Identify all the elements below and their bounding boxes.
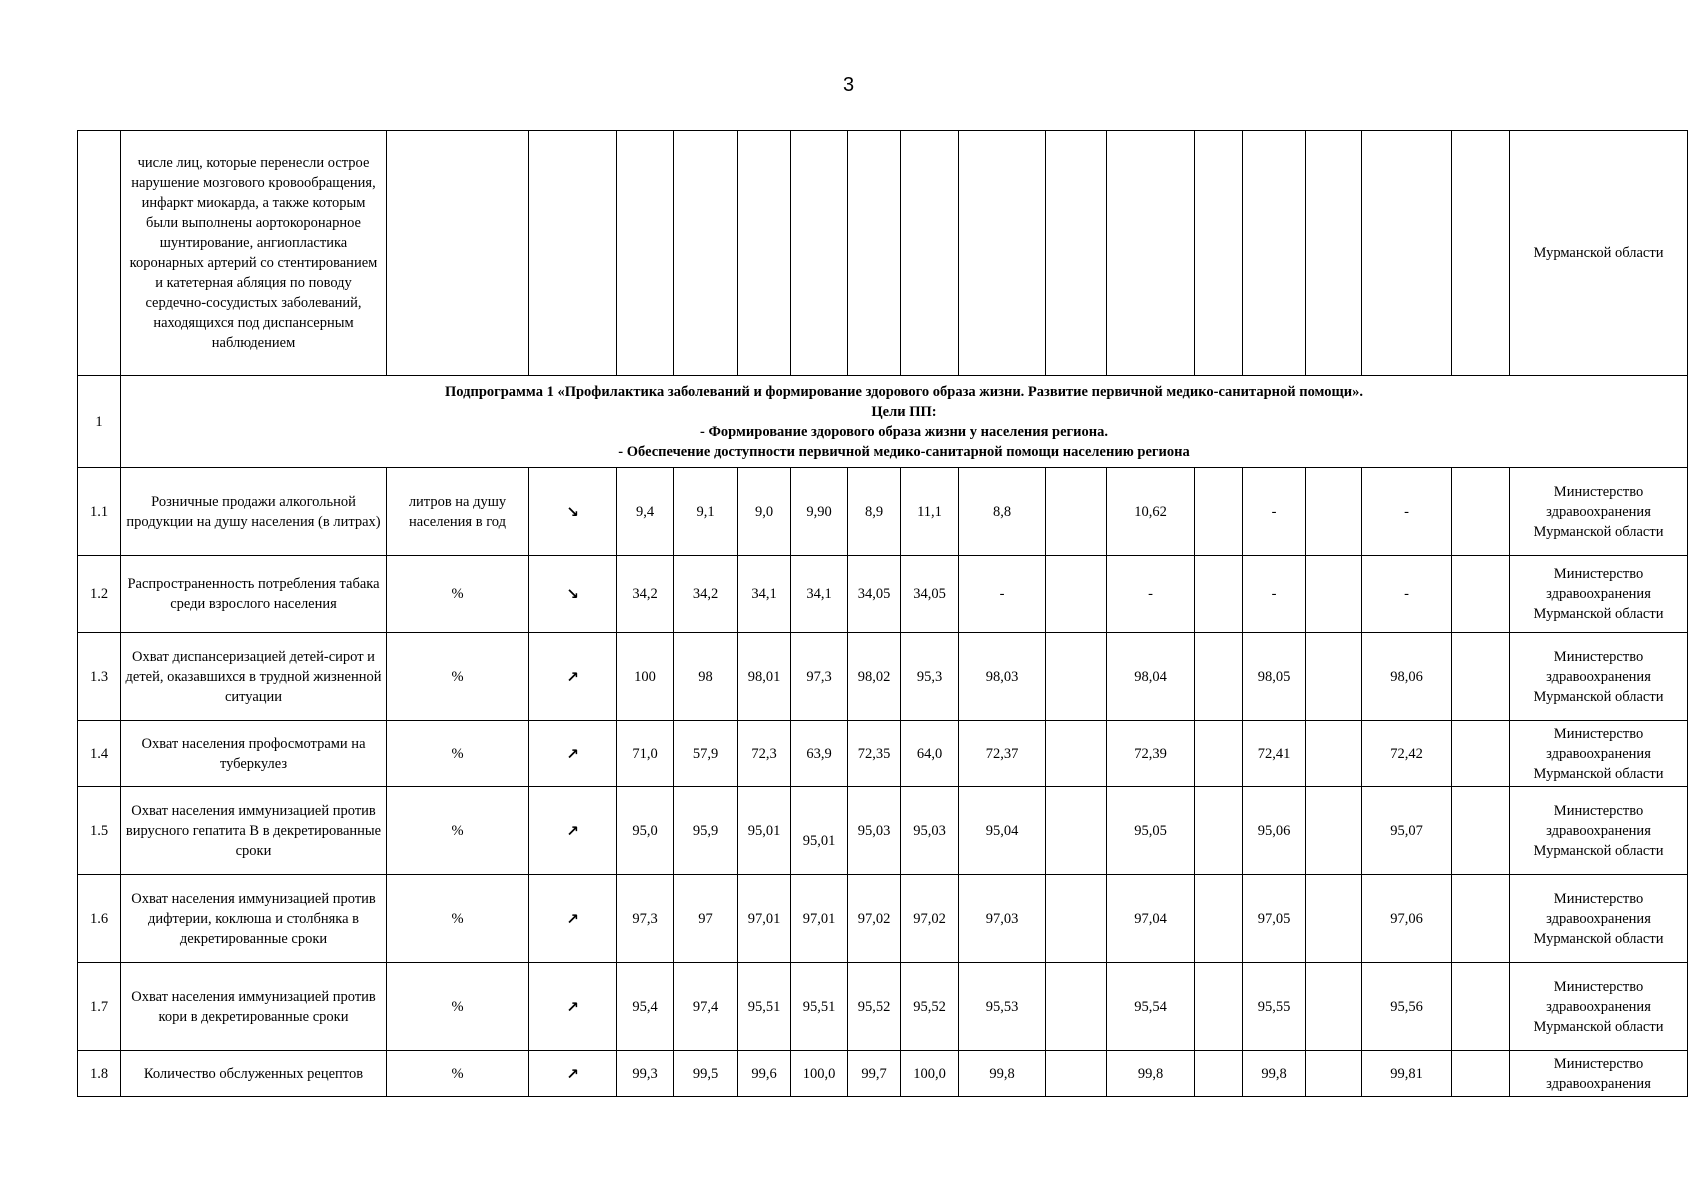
table-row: [78, 633, 1688, 721]
value-cell: [1046, 1051, 1107, 1097]
value-cell: 98,06: [1362, 633, 1452, 721]
trend-down-arrow-icon: ↘: [529, 556, 617, 633]
value-cell: 72,39: [1107, 721, 1195, 787]
value-cell: 95,06: [1243, 787, 1306, 875]
value-cell: [1452, 1051, 1510, 1097]
unit-of-measure: %: [387, 721, 529, 787]
value-cell: [1046, 875, 1107, 963]
value-cell: -: [959, 556, 1046, 633]
value-cell: 95,51: [791, 963, 848, 1051]
value-cell: 72,37: [959, 721, 1046, 787]
unit-of-measure: литров на душу населения в год: [387, 468, 529, 556]
value-cell: 98,02: [848, 633, 901, 721]
responsible-executor: Министерство здравоохранения Мурманской области: [1510, 468, 1688, 556]
value-cell: 9,4: [617, 468, 674, 556]
value-cell: 99,8: [959, 1051, 1046, 1097]
value-cell: 100,0: [901, 1051, 959, 1097]
value-cell: 100: [617, 633, 674, 721]
value-cell: [1195, 875, 1243, 963]
table-row: [78, 556, 1688, 633]
value-cell: 97,04: [1107, 875, 1195, 963]
value-cell: 99,8: [1243, 1051, 1306, 1097]
indicator-name: Охват населения иммунизацией против кори в декретированные сроки: [121, 963, 387, 1051]
row-number: 1.3: [78, 633, 121, 721]
responsible-executor: Министерство здравоохранения Мурманской области: [1510, 963, 1688, 1051]
value-cell: 95,01: [738, 787, 791, 875]
value-cell: 97,01: [791, 875, 848, 963]
value-cell: 99,7: [848, 1051, 901, 1097]
value-cell: 57,9: [674, 721, 738, 787]
value-cell: 99,3: [617, 1051, 674, 1097]
value-cell: 99,5: [674, 1051, 738, 1097]
value-cell: 95,3: [901, 633, 959, 721]
value-cell: 34,05: [848, 556, 901, 633]
unit-of-measure: %: [387, 787, 529, 875]
value-cell: 95,03: [901, 787, 959, 875]
table-row: [78, 875, 1688, 963]
value-cell: [1452, 468, 1510, 556]
subprogram-row: [78, 376, 1688, 468]
value-cell: 97,02: [901, 875, 959, 963]
responsible-executor: Министерство здравоохранения Мурманской области: [1510, 787, 1688, 875]
value-cell: [1195, 1051, 1243, 1097]
responsible-executor: Министерство здравоохранения Мурманской области: [1510, 556, 1688, 633]
subprogram-goal-1: - Формирование здорового образа жизни у населения региона.: [700, 423, 1108, 440]
value-cell: 64,0: [901, 721, 959, 787]
trend-up-arrow-icon: ↗: [529, 787, 617, 875]
unit-of-measure: %: [387, 633, 529, 721]
row-number: 1.5: [78, 787, 121, 875]
row-number: 1.2: [78, 556, 121, 633]
table-row: [78, 1051, 1688, 1097]
value-cell: [1046, 787, 1107, 875]
value-cell: 98: [674, 633, 738, 721]
value-cell: 97,3: [617, 875, 674, 963]
value-cell: 95,0: [617, 787, 674, 875]
value-cell: 8,9: [848, 468, 901, 556]
responsible-executor: Министерство здравоохранения Мурманской области: [1510, 721, 1688, 787]
value-cell: [1306, 1051, 1362, 1097]
value-cell: 95,05: [1107, 787, 1195, 875]
table-row: [78, 963, 1688, 1051]
value-cell: [1306, 963, 1362, 1051]
value-cell: [1046, 963, 1107, 1051]
value-cell: [1195, 556, 1243, 633]
trend-up-arrow-icon: ↗: [529, 963, 617, 1051]
trend-up-arrow-icon: ↗: [529, 721, 617, 787]
value-cell: [1306, 875, 1362, 963]
value-cell: 10,62: [1107, 468, 1195, 556]
value-cell: 9,1: [674, 468, 738, 556]
subprogram-goal-2: - Обеспечение доступности первичной медико-санитарной помощи населению региона: [618, 443, 1190, 460]
value-cell: [1195, 721, 1243, 787]
value-cell: 72,35: [848, 721, 901, 787]
value-cell: [1046, 633, 1107, 721]
indicator-name: Охват населения иммунизацией против дифтерии, коклюша и столбняка в декретированные сроки: [121, 875, 387, 963]
value-cell: 34,2: [617, 556, 674, 633]
value-cell: [1195, 633, 1243, 721]
value-cell: 97,3: [791, 633, 848, 721]
value-cell: [1046, 721, 1107, 787]
value-cell: 34,1: [738, 556, 791, 633]
value-cell: 99,6: [738, 1051, 791, 1097]
value-cell: 98,04: [1107, 633, 1195, 721]
unit-of-measure: %: [387, 1051, 529, 1097]
unit-of-measure: %: [387, 875, 529, 963]
value-cell: 9,0: [738, 468, 791, 556]
value-cell: 72,3: [738, 721, 791, 787]
value-cell: -: [1243, 468, 1306, 556]
value-cell: [1452, 556, 1510, 633]
value-cell: [791, 787, 848, 875]
value-cell: 95,07: [1362, 787, 1452, 875]
value-cell: -: [1362, 556, 1452, 633]
value-cell: [1452, 875, 1510, 963]
subprogram-goals-label: Цели ПП:: [871, 403, 937, 420]
continuation-responsible: Мурманской области: [1510, 131, 1688, 376]
value-cell: [1452, 787, 1510, 875]
trend-down-arrow-icon: ↘: [529, 468, 617, 556]
value-cell: -: [1362, 468, 1452, 556]
value-cell: 95,04: [959, 787, 1046, 875]
trend-up-arrow-icon: ↗: [529, 875, 617, 963]
value-cell: 97,05: [1243, 875, 1306, 963]
responsible-executor: Министерство здравоохранения Мурманской области: [1510, 875, 1688, 963]
value-cell: 98,01: [738, 633, 791, 721]
value-cell: 34,2: [674, 556, 738, 633]
indicator-name: Охват диспансеризацией детей-сирот и детей, оказавшихся в трудной жизненной ситуации: [121, 633, 387, 721]
value-cell: 72,41: [1243, 721, 1306, 787]
value-cell: [1306, 556, 1362, 633]
value-cell: 95,52: [848, 963, 901, 1051]
value-cell: [1306, 721, 1362, 787]
table-row: [78, 721, 1688, 787]
value-cell: 95,54: [1107, 963, 1195, 1051]
value-cell: [1452, 963, 1510, 1051]
value-cell: -: [1243, 556, 1306, 633]
value-cell: 95,52: [901, 963, 959, 1051]
subprogram-header: [121, 376, 1688, 468]
trend-up-arrow-icon: ↗: [529, 633, 617, 721]
value-cell: [1306, 633, 1362, 721]
value-cell: 97: [674, 875, 738, 963]
value-cell: 8,8: [959, 468, 1046, 556]
page-number: 3: [842, 74, 855, 96]
value-cell: [1046, 556, 1107, 633]
table-row: [78, 787, 1688, 875]
value-cell: [1452, 721, 1510, 787]
value-cell: [1195, 787, 1243, 875]
value-cell: 95,56: [1362, 963, 1452, 1051]
value-cell: 97,02: [848, 875, 901, 963]
indicators-table: [77, 130, 1688, 1097]
value-cell: 97,06: [1362, 875, 1452, 963]
value-cell: 100,0: [791, 1051, 848, 1097]
responsible-executor: Министерство здравоохранения Мурманской области: [1510, 633, 1688, 721]
value-cell: [1046, 468, 1107, 556]
row-number: 1.6: [78, 875, 121, 963]
value-cell: [1452, 633, 1510, 721]
value-cell: 98,03: [959, 633, 1046, 721]
value-cell: 71,0: [617, 721, 674, 787]
subprogram-number: 1: [78, 376, 121, 468]
value-cell: 11,1: [901, 468, 959, 556]
value-cell: -: [1107, 556, 1195, 633]
value-cell: [1195, 963, 1243, 1051]
trend-up-arrow-icon: ↗: [529, 1051, 617, 1097]
value-cell: 97,01: [738, 875, 791, 963]
value-cell: 97,03: [959, 875, 1046, 963]
indicator-name: Розничные продажи алкогольной продукции на душу населения (в литрах): [121, 468, 387, 556]
value-cell: 95,53: [959, 963, 1046, 1051]
unit-of-measure: %: [387, 556, 529, 633]
indicator-name: Охват населения профосмотрами на туберкулез: [121, 721, 387, 787]
value-cell: 95,55: [1243, 963, 1306, 1051]
subprogram-title: Подпрограмма 1 «Профилактика заболеваний и формирование здорового образа жизни. Развитие первичной медико-санитарной помощи».: [445, 383, 1363, 400]
value-cell: [1306, 787, 1362, 875]
value-cell: [1195, 468, 1243, 556]
indicator-name: Распространенность потребления табака среди взрослого населения: [121, 556, 387, 633]
continuation-row: [78, 131, 1688, 376]
value-cell: 34,05: [901, 556, 959, 633]
continuation-indicator: числе лиц, которые перенесли острое нарушение мозгового кровообращения, инфаркт миокарда, а также которым были выполнены аортокоронарное шунтирование, ангиопластика коронарных артерий со стентированием и катетерная абляция по поводу сердечно-сосудистых заболеваний, находящихся под диспансерным наблюдением: [121, 131, 387, 376]
value-cell: 9,90: [791, 468, 848, 556]
value-text: 95,01: [802, 832, 836, 849]
value-cell: 95,03: [848, 787, 901, 875]
value-cell: 34,1: [791, 556, 848, 633]
value-cell: 95,9: [674, 787, 738, 875]
row-number: 1.7: [78, 963, 121, 1051]
value-cell: 63,9: [791, 721, 848, 787]
value-cell: 99,8: [1107, 1051, 1195, 1097]
table-row: [78, 468, 1688, 556]
value-cell: 95,4: [617, 963, 674, 1051]
unit-of-measure: %: [387, 963, 529, 1051]
indicator-name: Количество обслуженных рецептов: [121, 1051, 387, 1097]
value-cell: [1306, 468, 1362, 556]
row-number: 1.8: [78, 1051, 121, 1097]
row-number: 1.1: [78, 468, 121, 556]
indicator-name: Охват населения иммунизацией против вирусного гепатита В в декретированные сроки: [121, 787, 387, 875]
value-cell: 97,4: [674, 963, 738, 1051]
value-cell: 99,81: [1362, 1051, 1452, 1097]
value-cell: 98,05: [1243, 633, 1306, 721]
responsible-executor: Министерство здравоохранения: [1510, 1051, 1688, 1097]
value-cell: 72,42: [1362, 721, 1452, 787]
value-cell: 95,51: [738, 963, 791, 1051]
row-number: 1.4: [78, 721, 121, 787]
